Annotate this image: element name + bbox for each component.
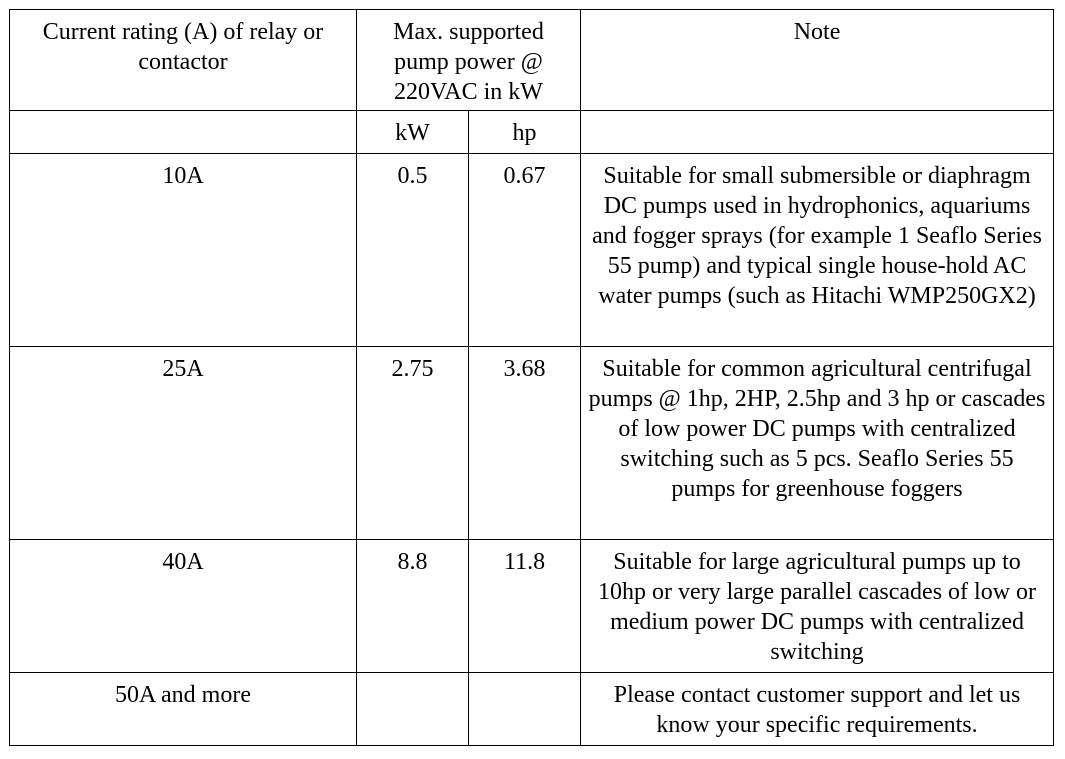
kw-cell: 2.75 [357,347,469,540]
header-note: Note [581,10,1054,111]
rating-cell: 10A [10,154,357,347]
hp-cell: 0.67 [469,154,581,347]
note-cell: Suitable for small submersible or diaphragm DC pumps used in hydrophonics, aquariums and fogger sprays (for example 1 Seaflo Series 55 pump) and typical single house-hold AC water pumps (such as Hitachi WMP250GX2) [581,154,1054,347]
rating-cell: 50A and more [10,673,357,746]
table-row [10,154,1054,347]
kw-cell: 8.8 [357,540,469,673]
table-row [10,540,1054,673]
rating-cell: 25A [10,347,357,540]
hp-cell: 11.8 [469,540,581,673]
note-cell: Please contact customer support and let us know your specific requirements. [581,673,1054,746]
table-units-row [10,111,1054,154]
table-header-row [10,10,1054,111]
header-current-rating: Current rating (A) of relay or contactor [10,10,357,111]
hp-cell [469,673,581,746]
units-hp-cell: hp [469,111,581,154]
header-max-power: Max. supported pump power @ 220VAC in kW [357,10,581,111]
units-note-cell [581,111,1054,154]
hp-cell: 3.68 [469,347,581,540]
note-cell: Suitable for large agricultural pumps up to 10hp or very large parallel cascades of low or medium power DC pumps with centralized switching [581,540,1054,673]
units-kw-cell: kW [357,111,469,154]
units-rating-cell [10,111,357,154]
table-row [10,347,1054,540]
kw-cell: 0.5 [357,154,469,347]
note-cell: Suitable for common agricultural centrifugal pumps @ 1hp, 2HP, 2.5hp and 3 hp or cascades of low power DC pumps with centralized switching such as 5 pcs. Seaflo Series 55 pumps for greenhouse foggers [581,347,1054,540]
table-row [10,673,1054,746]
relay-pump-table [9,9,1054,746]
rating-cell: 40A [10,540,357,673]
kw-cell [357,673,469,746]
